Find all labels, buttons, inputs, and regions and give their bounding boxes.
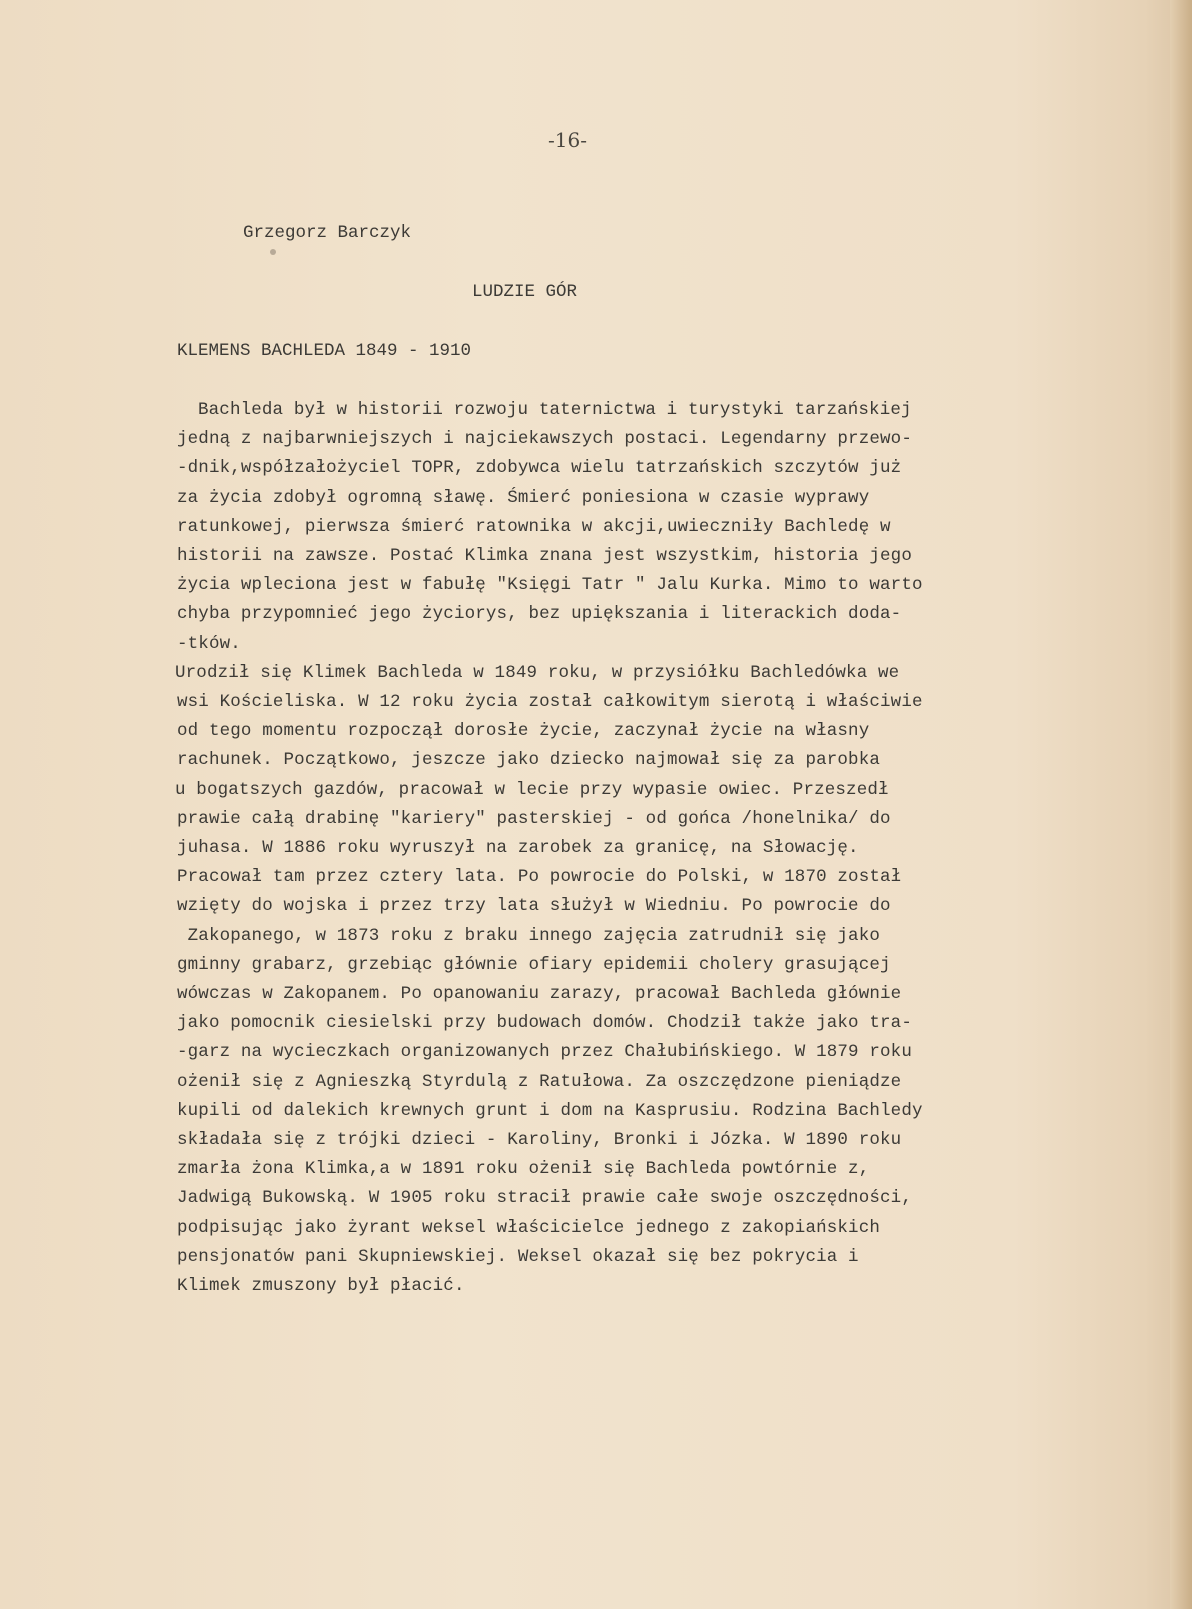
body-line: jako pomocnik ciesielski przy budowach domów. Chodził także jako tra- xyxy=(177,1013,912,1034)
body-line: gminny grabarz, grzebiąc głównie ofiary epidemii cholery grasującej xyxy=(177,954,891,975)
page-number: -16- xyxy=(548,128,587,152)
body-line: -tków. xyxy=(177,633,241,654)
body-line: u bogatszych gazdów, pracował w lecie przy wypasie owiec. Przeszedł xyxy=(175,779,889,800)
body-line: pensjonatów pani Skupniewskiej. Weksel okazał się bez pokrycia i xyxy=(177,1246,859,1267)
body-line: życia wpleciona jest w fabułę "Księgi Tatr " Jalu Kurka. Mimo to warto xyxy=(177,575,923,596)
body-line: historii na zawsze. Postać Klimka znana jest wszystkim, historia jego xyxy=(177,546,912,566)
body-line: wsi Kościeliska. W 12 roku życia został całkowitym sierotą i właściwie xyxy=(177,692,923,712)
body-line: Bachleda był w historii rozwoju taternictwa i turystyki tarzańskiej xyxy=(198,400,912,420)
body-line: wówczas w Zakopanem. Po opanowaniu zarazy, pracował Bachleda głównie xyxy=(177,984,902,1004)
body-line: kupili od dalekich krewnych grunt i dom na Kasprusiu. Rodzina Bachledy xyxy=(177,1100,923,1121)
body-line: wzięty do wojska i przez trzy lata służył w Wiedniu. Po powrocie do xyxy=(177,896,891,917)
body-line: -garz na wycieczkach organizowanych przez Chałubińskiego. W 1879 roku xyxy=(177,1042,912,1063)
ink-dot xyxy=(270,249,276,255)
body-line: ratunkowej, pierwsza śmierć ratownika w akcji,uwieczniły Bachledę w xyxy=(177,516,891,537)
body-line: juhasa. W 1886 roku wyruszył na zarobek za granicę, na Słowację. xyxy=(177,838,859,858)
body-line: Pracował tam przez cztery lata. Po powrocie do Polski, w 1870 został xyxy=(177,867,902,888)
body-line: rachunek. Początkowo, jeszcze jako dziecko najmował się za parobka xyxy=(177,750,881,771)
body-line: jedną z najbarwniejszych i najciekawszych postaci. Legendarny przewo- xyxy=(177,429,912,450)
body-line: od tego momentu rozpoczął dorosłe życie, zaczynał życie na własny xyxy=(177,721,870,742)
body-line: prawie całą drabinę "kariery" pasterskiej - od gońca /honelnika/ do xyxy=(177,808,891,829)
body-line: Jadwigą Bukowską. W 1905 roku stracił prawie całe swoje oszczędności, xyxy=(177,1188,912,1209)
body-line: za życia zdobył ogromną sławę. Śmierć poniesiona w czasie wyprawy xyxy=(177,487,870,508)
body-line: podpisując jako żyrant weksel właścicielce jednego z zakopiańskich xyxy=(177,1217,881,1238)
body-line: Zakopanego, w 1873 roku z braku innego zajęcia zatrudnił się jako xyxy=(177,925,881,946)
section-heading: KLEMENS BACHLEDA 1849 - 1910 xyxy=(177,341,472,361)
body-line: zmarła żona Klimka,a w 1891 roku ożenił się Bachleda powtórnie z, xyxy=(177,1159,870,1180)
body-line: składała się z trójki dzieci - Karoliny, Bronki i Józka. W 1890 roku xyxy=(177,1130,902,1150)
body-line: chyba przypomnieć jego życiorys, bez upiększania i literackich doda- xyxy=(177,604,902,625)
body-line: Klimek zmuszony był płacić. xyxy=(177,1276,465,1296)
body-line: -dnik,współzałożyciel TOPR, zdobywca wielu tatrzańskich szczytów już xyxy=(177,458,902,479)
body-line: Urodził się Klimek Bachleda w 1849 roku, w przysiółku Bachledówka we xyxy=(175,662,900,683)
body-line: ożenił się z Agnieszką Styrdulą z Ratułowa. Za oszczędzone pieniądze xyxy=(177,1071,902,1092)
author-name: Grzegorz Barczyk xyxy=(243,223,412,243)
document-title: LUDZIE GÓR xyxy=(472,282,578,302)
page-spine-shadow xyxy=(1170,0,1192,1609)
